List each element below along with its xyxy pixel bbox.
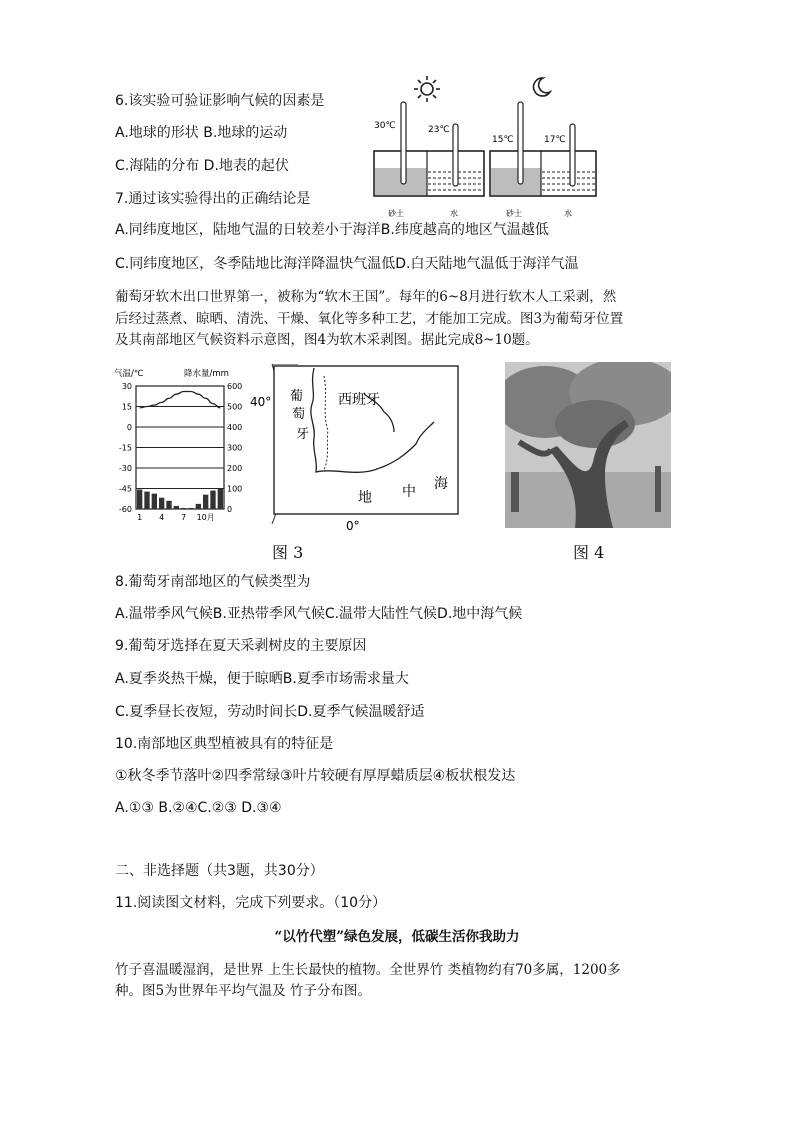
precip-bar	[203, 495, 208, 509]
night-container	[490, 102, 596, 196]
temp-tick-label: -60	[118, 505, 132, 514]
day-container	[374, 102, 484, 196]
temperature-curve	[140, 391, 221, 407]
day-water-temp: 23℃	[428, 125, 450, 135]
month-tick-label: 7	[181, 513, 187, 522]
month-tick-label: 4	[159, 513, 165, 522]
section-2-heading: 二、非选择题（共3题，共30分）	[115, 863, 324, 879]
latitude-label: 40°	[250, 395, 272, 409]
q7-stem: 7.通过该实验得出的正确结论是	[115, 191, 311, 207]
q11-stem: 11.阅读图文材料，完成下列要求。（10分）	[115, 895, 387, 911]
q11-paragraph-1: 竹子喜温暖湿润，是世界 上生长最快的植物。全世界竹 类植物约有70多属，1200多	[115, 962, 621, 978]
q7-options-ab: A.同纬度地区，陆地气温的日较差小于海洋B.纬度越高的地区气温越低	[115, 222, 549, 238]
portugal-label-2: 萄	[292, 407, 306, 422]
moon-icon	[534, 78, 550, 96]
material-line-2: 后经过蒸煮、晾晒、清洗、干燥、氧化等多种工艺，才能加工完成。图3为葡萄牙位置	[115, 311, 624, 327]
night-soil-temp: 15℃	[492, 135, 514, 145]
material-line-3: 及其南部地区气候资料示意图，图4为软木采剥图。据此完成8~10题。	[115, 332, 539, 348]
month-tick-label: 1	[137, 513, 143, 522]
temp-tick-label: 0	[126, 423, 132, 432]
precip-tick-label: 600	[227, 382, 243, 391]
cork-harvest-photo	[505, 362, 671, 528]
figure-3-caption: 图 3	[272, 543, 304, 562]
night-water-label: 水	[564, 209, 572, 218]
temp-tick-label: 30	[121, 382, 132, 391]
precip-bar	[144, 492, 149, 509]
spain-label: 西班牙	[338, 392, 380, 408]
temp-tick-label: 15	[121, 402, 132, 412]
climate-chart	[112, 364, 252, 524]
temp-tick-label: -45	[118, 484, 132, 494]
precip-bar	[196, 504, 201, 509]
q7-options-cd: C.同纬度地区，冬季陆地比海洋降温快气温低D.白天陆地气温低于海洋气温	[115, 256, 579, 272]
q9-stem: 9.葡萄牙选择在夏天采剥树皮的主要原因	[115, 638, 367, 654]
precip-axis-label: 降水量/mm	[184, 369, 229, 379]
med-label-1: 地	[358, 490, 372, 506]
temp-tick-label: -15	[118, 443, 132, 453]
portugal-label-3: 牙	[296, 427, 310, 442]
longitude-label: 0°	[346, 519, 360, 532]
portugal-label-1: 葡	[290, 389, 304, 404]
precip-tick-label: 500	[227, 402, 243, 412]
day-water-label: 水	[450, 209, 458, 218]
precip-bar	[159, 498, 164, 509]
q6-stem: 6.该实验可验证影响气候的因素是	[115, 93, 325, 109]
precip-tick-label: 400	[227, 423, 243, 432]
precip-bar	[152, 494, 157, 509]
q11-title: “以竹代塑”绿色发展，低碳生活你我助力	[274, 929, 520, 945]
precip-bar	[188, 508, 193, 509]
q10-options: A.①③ B.②④C.②③ D.③④	[115, 800, 282, 816]
precip-bar	[166, 501, 171, 509]
med-label-3: 海	[434, 476, 448, 492]
precip-bar	[218, 489, 223, 510]
material-line-1: 葡萄牙软木出口世界第一，被称为“软木王国”。每年的6~8月进行软木人工采剥，然	[115, 289, 617, 305]
precip-bar	[210, 491, 215, 509]
temp-tick-label: -30	[118, 464, 132, 473]
q10-items: ①秋冬季节落叶②四季常绿③叶片较硬有厚厚蜡质层④板状根发达	[115, 768, 516, 784]
q6-options-cd: C.海陆的分布 D.地表的起伏	[115, 158, 289, 174]
temp-axis-label: 气温/℃	[114, 369, 144, 379]
q9-options-cd: C.夏季昼长夜短，劳动时间长D.夏季气候温暖舒适	[115, 704, 425, 720]
night-soil-label: 砂土	[506, 209, 522, 218]
precip-tick-label: 100	[227, 484, 243, 494]
q9-options-ab: A.夏季炎热干燥，便于晾晒B.夏季市场需求量大	[115, 671, 409, 687]
experiment-figure	[368, 72, 600, 224]
figure-4-caption: 图 4	[573, 543, 605, 562]
precip-tick-label: 200	[227, 464, 243, 473]
month-tick-label: 10月	[196, 513, 215, 522]
location-map	[244, 364, 464, 532]
q11-paragraph-2: 种。图5为世界年平均气温及 竹子分布图。	[115, 983, 371, 999]
precip-bar	[174, 506, 179, 509]
q8-stem: 8.葡萄牙南部地区的气候类型为	[115, 574, 311, 590]
precip-bar	[181, 508, 186, 509]
q8-options: A.温带季风气候B.亚热带季风气候C.温带大陆性气候D.地中海气候	[115, 606, 523, 622]
q6-options-ab: A.地球的形状 B.地球的运动	[115, 125, 288, 141]
precip-tick-label: 300	[227, 443, 243, 453]
precip-bar	[137, 490, 142, 509]
night-water-temp: 17℃	[544, 135, 566, 145]
day-soil-label: 砂土	[388, 209, 404, 218]
day-soil-temp: 30℃	[374, 121, 396, 131]
med-label-2: 中	[402, 484, 416, 500]
precip-tick-label: 0	[227, 505, 233, 514]
q10-stem: 10.南部地区典型植被具有的特征是	[115, 736, 334, 752]
sun-icon	[414, 76, 440, 102]
